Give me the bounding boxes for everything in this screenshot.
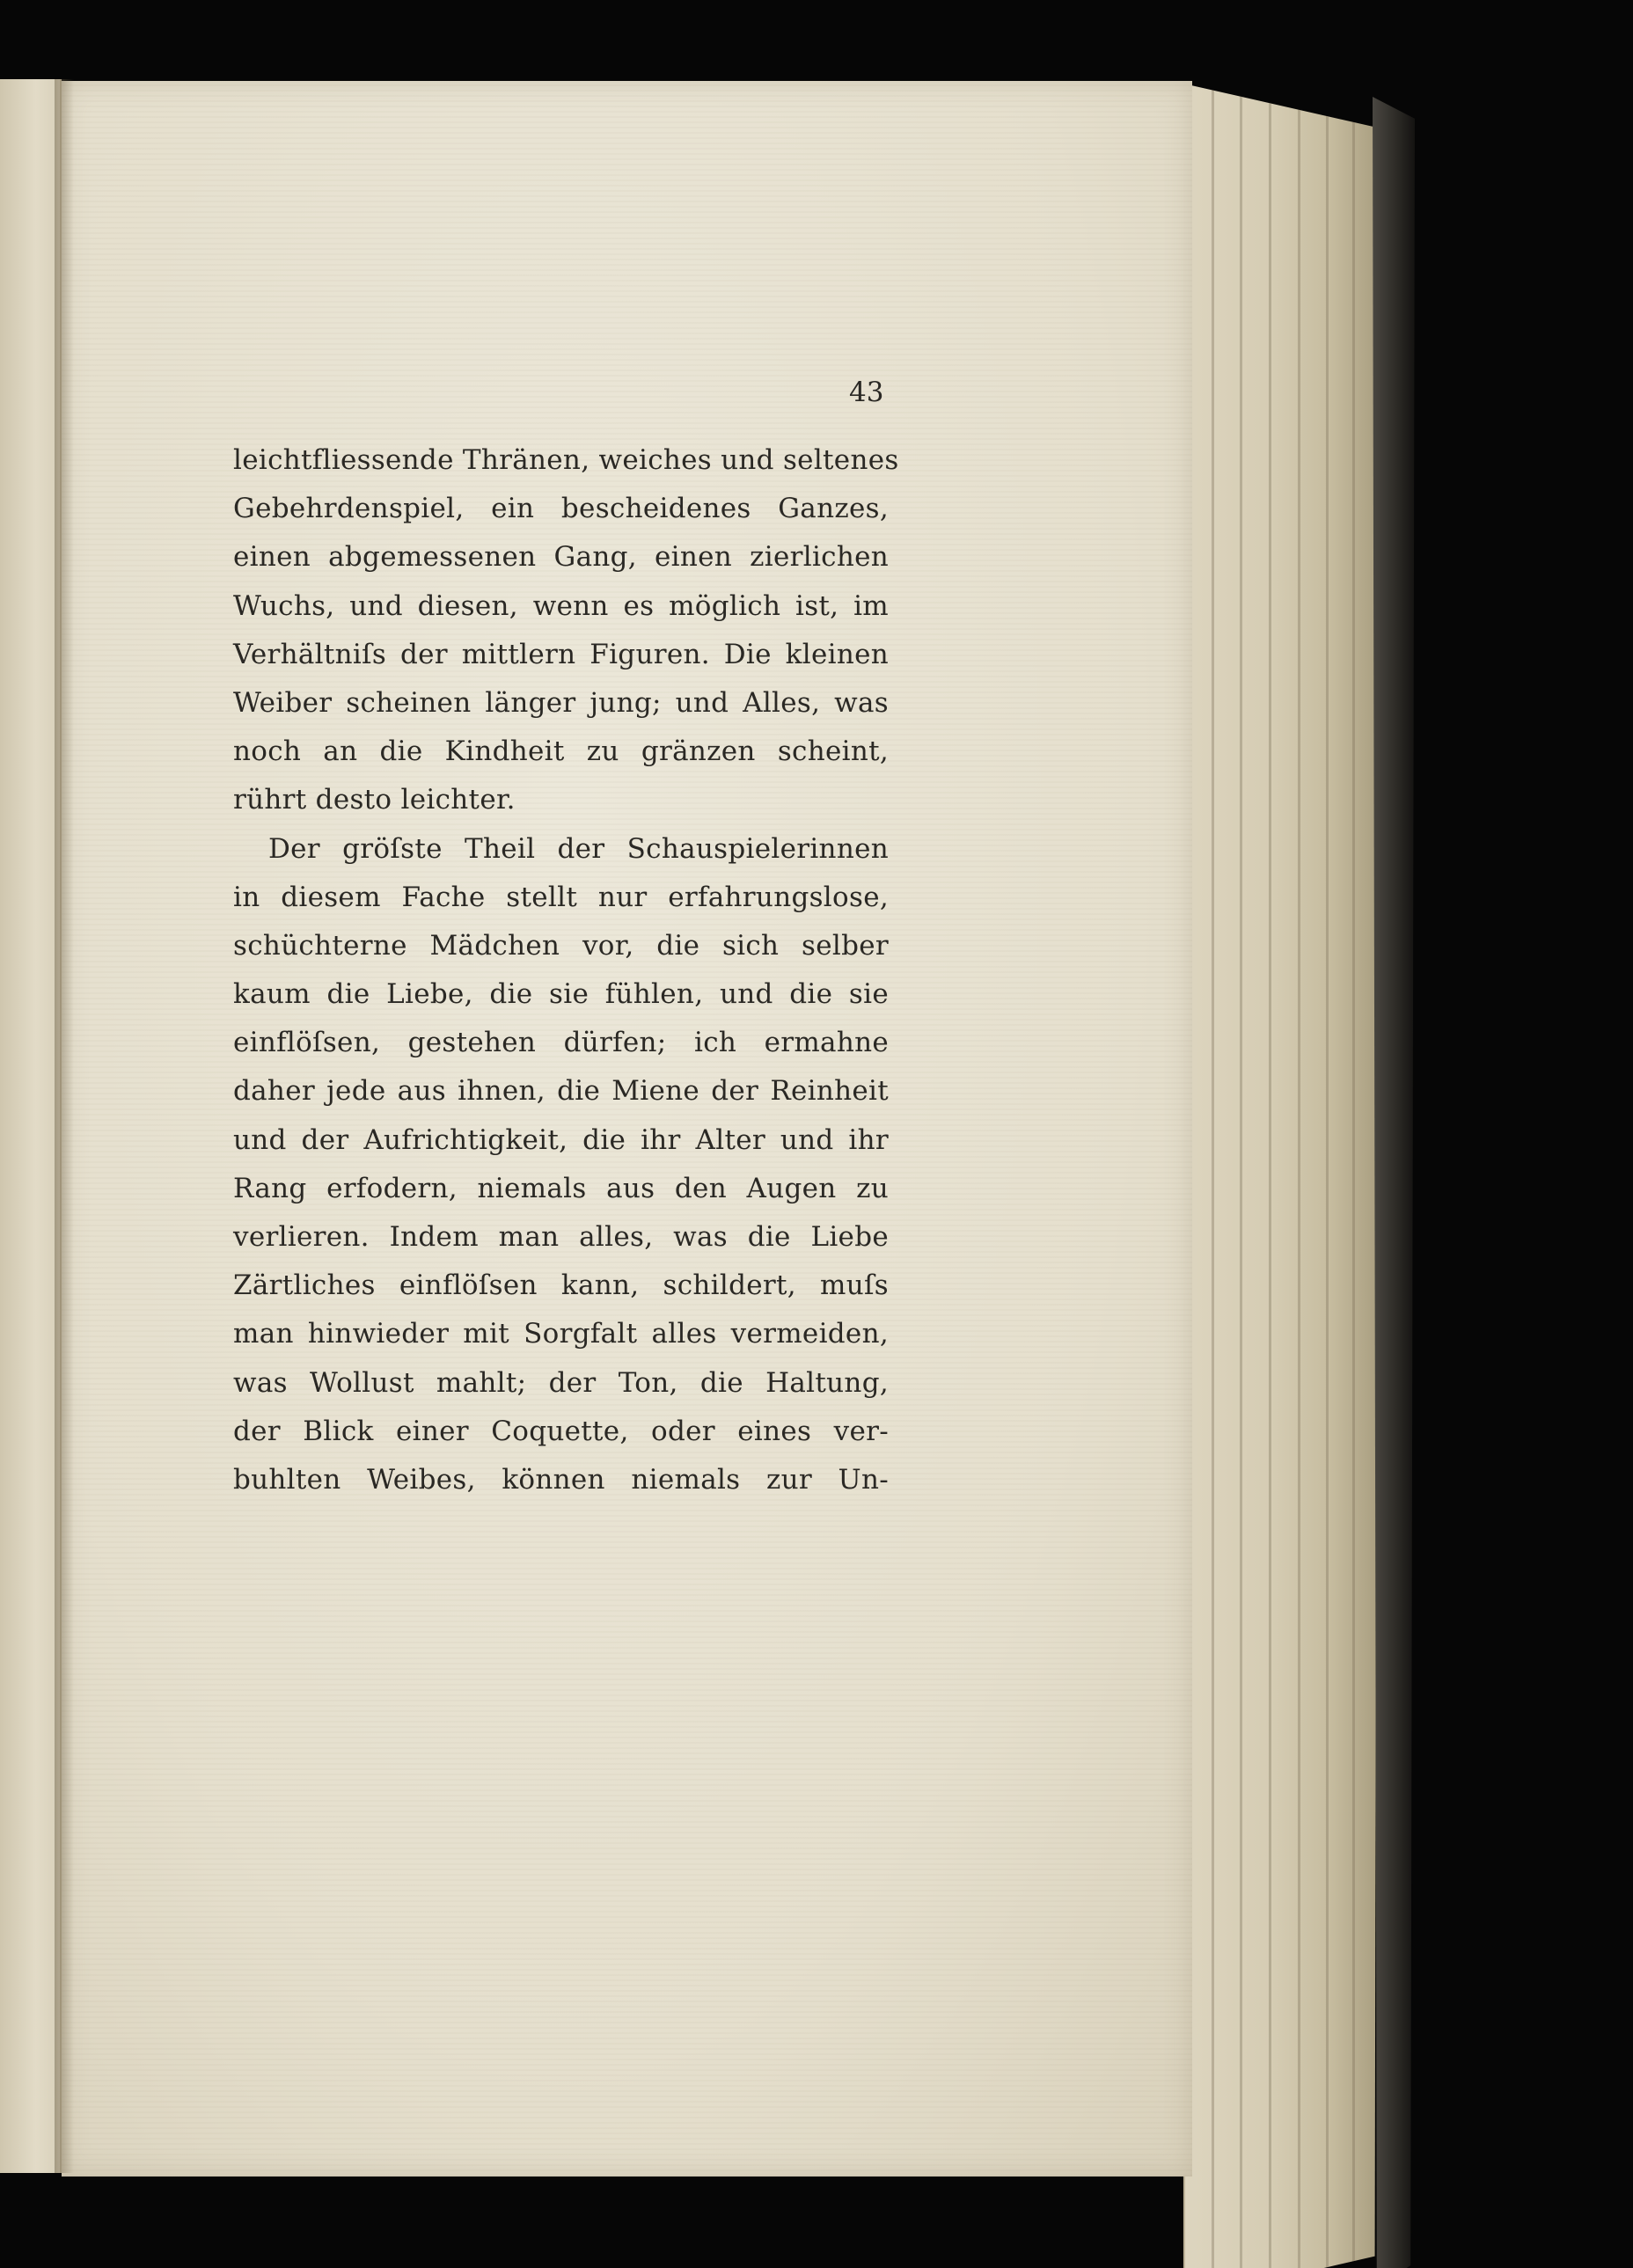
text-line: verlieren. Indem man alles, was die Liebe — [233, 1221, 889, 1253]
paragraph-start-line: Der gröſste Theil der Schauspielerinnen — [268, 832, 889, 865]
book-cover-edge — [1373, 97, 1415, 2268]
text-line: in diesem Fache stellt nur erfahrungslose, — [233, 881, 889, 913]
page-fore-edges — [1183, 84, 1379, 2268]
text-line: was Wollust mahlt; der Ton, die Haltung, — [233, 1366, 889, 1399]
page-number: 43 — [849, 377, 884, 408]
text-line: noch an die Kindheit zu gränzen scheint, — [233, 735, 889, 768]
text-line: Verhältniſs der mittlern Figuren. Die kleinen — [233, 638, 889, 670]
text-line: der Blick einer Coquette, oder eines ver- — [233, 1415, 889, 1447]
text-line: buhlten Weibes, können niemals zur Un- — [233, 1463, 889, 1496]
text-line: Gebehrdenspiel, ein bescheidenes Ganzes, — [233, 493, 889, 525]
text-line: daher jede aus ihnen, die Miene der Reinheit — [233, 1075, 889, 1108]
text-line: Rang erfodern, niemals aus den Augen zu — [233, 1172, 889, 1204]
text-line: und der Aufrichtigkeit, die ihr Alter und ihr — [233, 1123, 889, 1156]
text-line: leichtfliessende Thränen, weiches und seltenes — [233, 444, 899, 476]
text-lines — [233, 436, 899, 1504]
gutter-shadow — [55, 79, 74, 2173]
text-line: rührt desto leichter. — [233, 784, 516, 816]
text-line: Wuchs, und diesen, wenn es möglich ist, im — [233, 589, 889, 622]
text-line: Weiber scheinen länger jung; und Alles, was — [233, 686, 889, 719]
left-page-edge — [0, 79, 62, 2173]
text-line: einen abgemessenen Gang, einen zierlichen — [233, 541, 889, 574]
text-line: einflöſsen, gestehen dürfen; ich ermahne — [233, 1027, 889, 1059]
text-line: man hinwieder mit Sorgfalt alles vermeiden, — [233, 1318, 889, 1350]
text-line: schüchterne Mädchen vor, die sich selber — [233, 929, 889, 962]
text-line: Zärtliches einflöſsen kann, schildert, muſs — [233, 1269, 889, 1302]
text-line: kaum die Liebe, die sie fühlen, und die sie — [233, 978, 889, 1011]
